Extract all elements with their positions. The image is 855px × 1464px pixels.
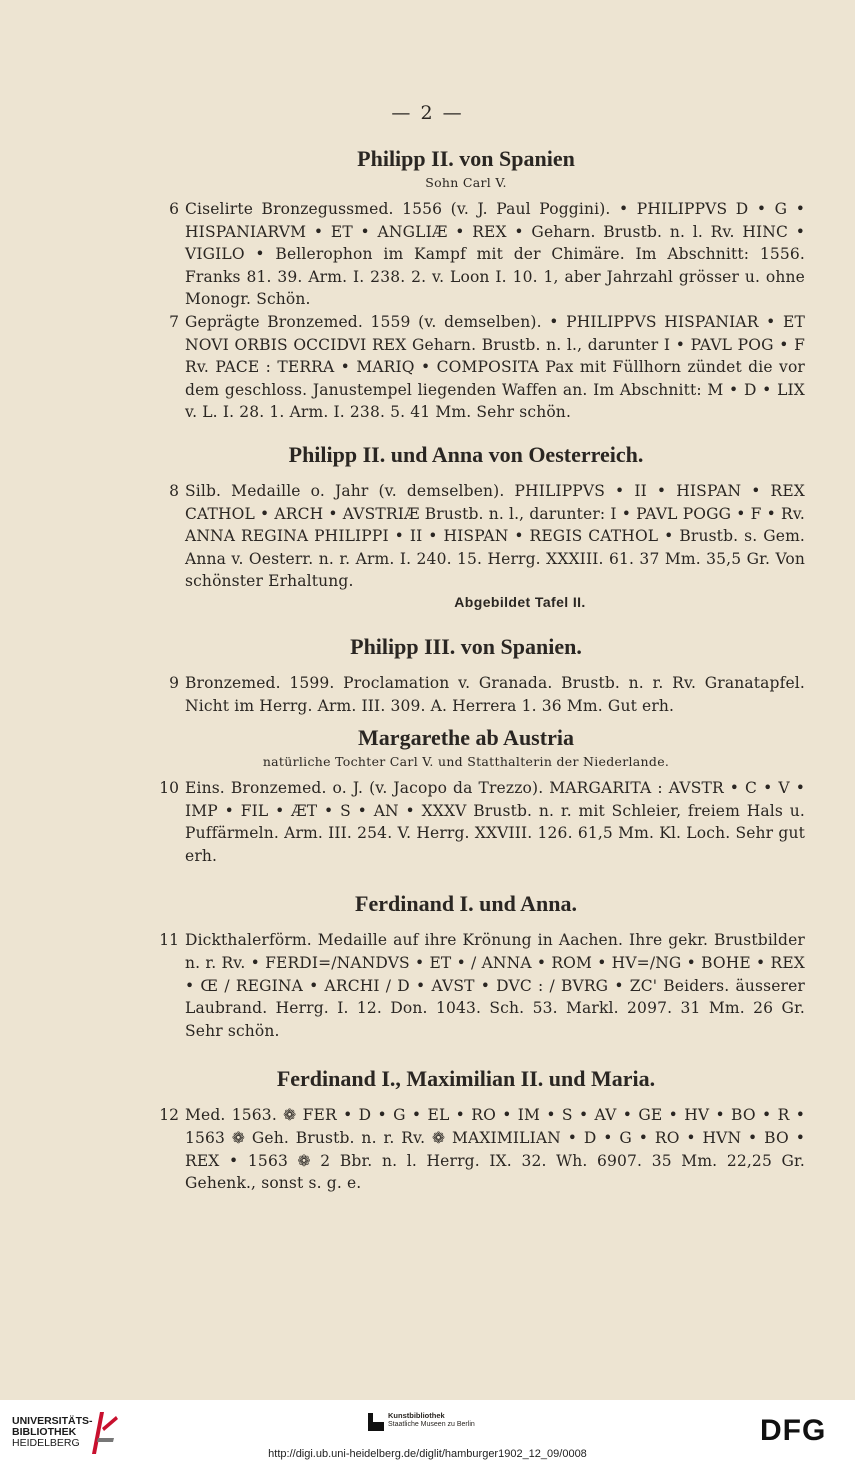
section-ferdinand-maximilian-maria bbox=[155, 1064, 805, 1194]
entry-number: 9 bbox=[169, 673, 179, 692]
university-library-logo-text bbox=[12, 1416, 93, 1449]
entry-text: Med. 1563. ❁ FER • D • G • EL • RO • IM • S • AV • GE • HV • BO • R • 1563 ❁ Geh. Brustb. n. r. Rv. ❁ MAXIMILIAN • D • G • RO • HVN • BO • REX • 1563 ❁ 2 Bbr. n. l. Herrg. IX. 32. Wh. 6907. 35 Mm. 22,25 Gr. Gehenk., sonst s. g. e. bbox=[185, 1106, 805, 1193]
section-title: Philipp III. von Spanien. bbox=[350, 633, 582, 659]
catalog-entry-6 bbox=[155, 198, 805, 311]
catalog-entry-11 bbox=[155, 929, 805, 1042]
section-philipp-ii bbox=[155, 144, 805, 424]
entry-text: Ciselirte Bronzegussmed. 1556 (v. J. Paul Poggini). • PHILIPPVS D • G • HISPANIARVM • ET • ANGLIÆ • REX • Geharn. Brustb. n. l. Rv. HINC • VIGILO • Bellerophon im Kampf mit der Chimäre. Im Abschnitt: 1556. Franks 81. 39. Arm. I. 238. 2. v. Loon I. 10. 1, aber Jahrzahl grösser u. ohne Monogr. Schön. bbox=[185, 200, 805, 309]
catalog-entry-10 bbox=[155, 777, 805, 867]
page-number: — 2 — bbox=[391, 102, 464, 124]
university-line-1: UNIVERSITÄTS- bbox=[12, 1415, 93, 1427]
entry-number: 11 bbox=[159, 931, 179, 950]
entry-number: 7 bbox=[169, 312, 179, 331]
entry-number: 12 bbox=[159, 1106, 179, 1125]
entry-text: Eins. Bronzemed. o. J. (v. Jacopo da Trezzo). MARGARITA : AVSTR • C • V • IMP • FIL • ÆT • S • AN • XXXV Brustb. n. r. mit Schleier, freiem Hals u. Puffärmeln. Arm. III. 254. V. Herrg. XXVIII. 126. 61,5 Mm. Kl. Loch. Sehr gut erh. bbox=[185, 779, 805, 865]
entry-text: Bronzemed. 1599. Proclamation v. Granada. Brustb. n. r. Rv. Granatapfel. Nicht im Herrg. Arm. III. 309. A. Herrera 1. 36 Mm. Gut erh. bbox=[185, 673, 805, 715]
permalink-url[interactable]: http://digi.ub.uni-heidelberg.de/diglit/hamburger1902_12_09/0008 bbox=[268, 1448, 587, 1460]
digitization-footer bbox=[0, 1400, 855, 1464]
section-subtitle: natürliche Tochter Carl V. und Statthalterin der Niederlande. bbox=[262, 754, 670, 770]
section-margarethe bbox=[155, 723, 805, 867]
catalog-entry-9 bbox=[155, 672, 805, 717]
university-line-3: HEIDELBERG bbox=[12, 1437, 80, 1449]
section-title: Ferdinand I., Maximilian II. und Maria. bbox=[276, 1066, 656, 1092]
university-line-2: BIBLIOTHEK bbox=[12, 1426, 77, 1438]
catalog-content bbox=[155, 144, 805, 1195]
dfg-logo: DFG bbox=[760, 1414, 827, 1447]
plate-note: Abgebildet Tafel II. bbox=[454, 593, 586, 610]
section-title: Philipp II. und Anna von Oesterreich. bbox=[288, 441, 644, 467]
catalog-entry-12 bbox=[155, 1104, 805, 1194]
section-ferdinand-anna bbox=[155, 889, 805, 1042]
kunstbibliothek-subtitle: Staatliche Museen zu Berlin bbox=[388, 1421, 475, 1428]
section-subtitle: Sohn Carl V. bbox=[425, 175, 507, 190]
entry-text: Dickthalerförm. Medaille auf ihre Krönung in Aachen. Ihre gekr. Brustbilder n. r. Rv. • FERDI=/NANDVS • ET • / ANNA • ROM • HV=/NG • BOHE • REX • Œ / REGINA • ARCHI / D • AVST • DVC : / BVRG • ZC' Beiders. äusserer Laubrand. Herrg. I. 12. Don. 1043. Sch. 53. Markl. 2097. 31 Mm. 26 Gr. Sehr schön. bbox=[185, 931, 805, 1040]
section-title: Philipp II. von Spanien bbox=[357, 146, 575, 171]
entry-text: Geprägte Bronzemed. 1559 (v. demselben). • PHILIPPVS HISPANIAR • ET NOVI ORBIS OCCIDVI REX Geharn. Brustb. n. l., darunter I • PAVL POG • F Rv. PACE : TERRA • MARIQ • COMPOSITA Pax mit Füllhorn zündet die vor dem geschloss. Janustempel liegenden Waffen an. Im Abschnitt: M • D • LIX v. L. I. 28. 1. Arm. I. 238. 5. 41 Mm. Sehr schön. bbox=[185, 312, 805, 422]
entry-number: 8 bbox=[169, 481, 179, 500]
entry-number: 10 bbox=[159, 779, 179, 798]
catalog-entry-7 bbox=[155, 311, 805, 424]
section-philipp-ii-anna bbox=[155, 440, 805, 610]
entry-number: 6 bbox=[169, 200, 179, 218]
entry-text: Silb. Medaille o. Jahr (v. demselben). PHILIPPVS • II • HISPAN • REX CATHOL • ARCH • AVSTRIÆ Brustb. n. l., darunter: I • PAVL POGG • F • Rv. ANNA REGINA PHILIPPI • II • HISPAN • REGIS CATHOL • Brustb. s. Gem. Anna v. Oesterr. n. r. Arm. I. 240. 15. Herrg. XXXIII. 61. 37 Mm. 35,5 Gr. Von schönster Erhaltung. bbox=[185, 481, 805, 591]
kunstbibliothek-mark-icon bbox=[368, 1413, 384, 1431]
section-title: Margarethe ab Austria bbox=[358, 725, 574, 751]
catalog-entry-8 bbox=[155, 480, 805, 593]
section-title: Ferdinand I. und Anna. bbox=[355, 891, 577, 917]
kunstbibliothek-name: Kunstbibliothek bbox=[388, 1411, 445, 1420]
section-philipp-iii bbox=[155, 632, 805, 717]
